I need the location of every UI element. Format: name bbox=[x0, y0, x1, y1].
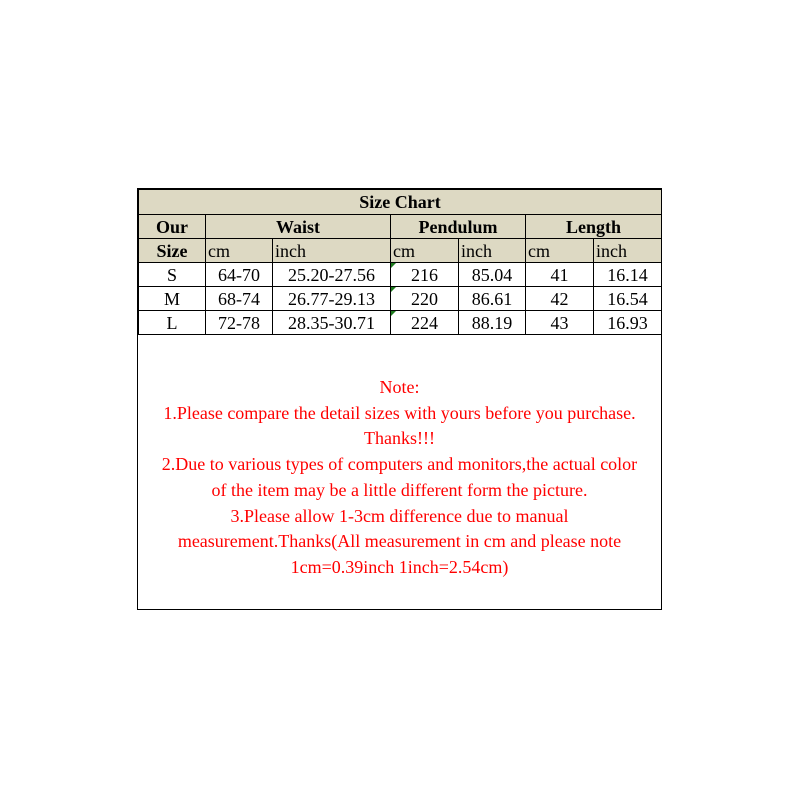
table-title: Size Chart bbox=[139, 190, 662, 215]
pendulum-inch-cell: 85.04 bbox=[459, 263, 526, 287]
waist-cm-cell: 68-74 bbox=[206, 287, 273, 311]
waist-cm-cell: 64-70 bbox=[206, 263, 273, 287]
length-inch-cell: 16.54 bbox=[594, 287, 662, 311]
length-inch-unit: inch bbox=[594, 239, 662, 263]
table-row bbox=[139, 263, 662, 287]
header-waist: Waist bbox=[206, 215, 391, 239]
waist-inch-cell: 25.20-27.56 bbox=[273, 263, 391, 287]
size-cell: L bbox=[139, 311, 206, 335]
table-row bbox=[139, 311, 662, 335]
note-line: 3.Please allow 1-3cm difference due to manual bbox=[230, 505, 569, 526]
pendulum-inch-unit: inch bbox=[459, 239, 526, 263]
pendulum-cm-cell: 216 bbox=[391, 263, 459, 287]
pendulum-inch-cell: 86.61 bbox=[459, 287, 526, 311]
note-heading: Note: bbox=[379, 377, 420, 397]
note-line: of the item may be a little different form the picture. bbox=[211, 479, 588, 500]
size-cell: S bbox=[139, 263, 206, 287]
length-cm-unit: cm bbox=[526, 239, 594, 263]
length-cm-cell: 42 bbox=[526, 287, 594, 311]
pendulum-inch-cell: 88.19 bbox=[459, 311, 526, 335]
waist-cm-unit: cm bbox=[206, 239, 273, 263]
header-pendulum: Pendulum bbox=[391, 215, 526, 239]
note-line: 2.Due to various types of computers and monitors,the actual color bbox=[161, 454, 638, 475]
note-block bbox=[138, 375, 661, 581]
length-cm-cell: 41 bbox=[526, 263, 594, 287]
waist-cm-cell: 72-78 bbox=[206, 311, 273, 335]
waist-inch-cell: 26.77-29.13 bbox=[273, 287, 391, 311]
note-line: measurement.Thanks(All measurement in cm and please note bbox=[177, 531, 622, 552]
length-cm-cell: 43 bbox=[526, 311, 594, 335]
pendulum-cm-cell: 224 bbox=[391, 311, 459, 335]
length-inch-cell: 16.14 bbox=[594, 263, 662, 287]
waist-inch-unit: inch bbox=[273, 239, 391, 263]
header-length: Length bbox=[526, 215, 662, 239]
pendulum-cm-cell: 220 bbox=[391, 287, 459, 311]
waist-inch-cell: 28.35-30.71 bbox=[273, 311, 391, 335]
table-row bbox=[139, 287, 662, 311]
note-line: 1.Please compare the detail sizes with yours before you purchase. bbox=[163, 402, 636, 423]
length-inch-cell: 16.93 bbox=[594, 311, 662, 335]
header-our: Our bbox=[139, 215, 206, 239]
header-size: Size bbox=[139, 239, 206, 263]
note-line: 1cm=0.39inch 1inch=2.54cm) bbox=[290, 556, 509, 577]
note-line: Thanks!!! bbox=[364, 428, 435, 449]
size-chart-sheet bbox=[137, 188, 662, 610]
size-chart-table bbox=[138, 189, 662, 335]
size-cell: M bbox=[139, 287, 206, 311]
pendulum-cm-unit: cm bbox=[391, 239, 459, 263]
